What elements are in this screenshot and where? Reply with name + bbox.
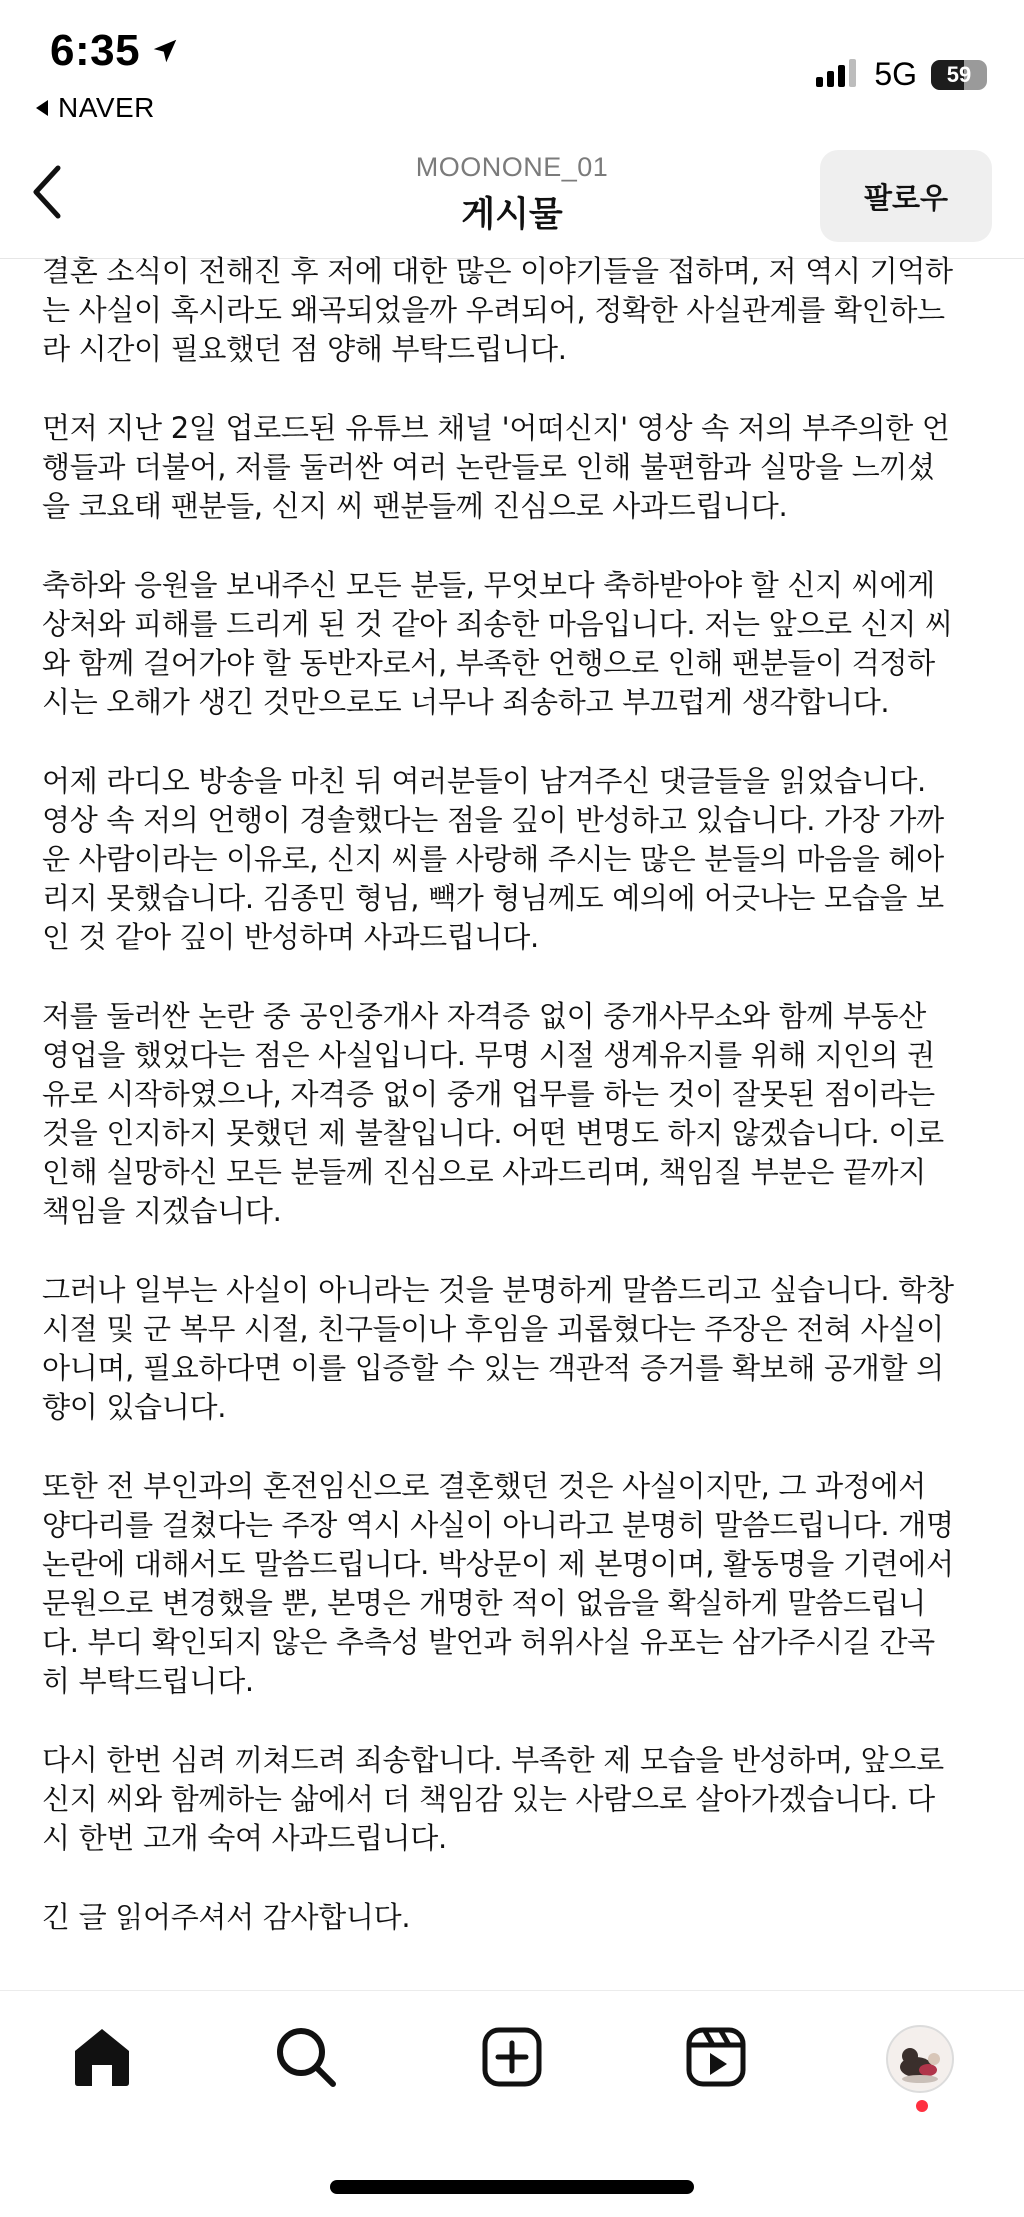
network-label: 5G — [874, 56, 917, 92]
notification-dot — [916, 2100, 928, 2112]
header-username[interactable]: MOONONE_01 — [415, 152, 609, 182]
caption-paragraph: 축하와 응원을 보내주신 모든 분들, 무엇보다 축하받아야 할 신지 씨에게 상처와 피해를 드리게 된 것 같아 죄송한 마음입니다. 저는 앞으로 신지 씨 와 함께 걸어가야 할 동반자로서, 부족한 언행으로 인해 팬분들이 걱정하 시는 오해가 생긴 것만으로도 너무나 죄송하고 부끄럽게 생각합니다. — [42, 568, 953, 719]
create-post-icon — [481, 2026, 543, 2092]
back-to-app-link[interactable] — [34, 92, 155, 124]
status-time — [50, 26, 180, 76]
search-tab[interactable] — [266, 2019, 346, 2099]
caption-paragraph: 먼저 지난 2일 업로드된 유튜브 채널 '어떠신지' 영상 속 저의 부주의한 언 행들과 더불어, 저를 둘러싼 여러 논란들로 인해 불편함과 실망을 느끼셨 을 코요태 팬분들, 신지 씨 팬분들께 진심으로 사과드립니다. — [42, 411, 950, 523]
battery-level: 59 — [946, 61, 972, 87]
signal-bars-icon — [816, 59, 860, 91]
caption-paragraph: 긴 글 읽어주셔서 감사합니다. — [42, 1900, 411, 1934]
post-caption — [42, 252, 992, 1987]
battery-icon — [931, 60, 980, 90]
home-tab[interactable] — [62, 2019, 142, 2099]
reels-tab[interactable] — [676, 2019, 756, 2099]
profile-tab[interactable] — [880, 2019, 960, 2099]
caption-paragraph: 다시 한번 심려 끼쳐드려 죄송합니다. 부족한 제 모습을 반성하며, 앞으로 신지 씨와 함께하는 삶에서 더 책임감 있는 사람으로 살아가겠습니다. 다 시 한번 고개 숙여 사과드립니다. — [42, 1743, 944, 1855]
caption-paragraph: 결혼 소식이 전해진 후 저에 대한 많은 이야기들을 접하며, 저 역시 기억하 는 사실이 혹시라도 왜곡되었을까 우려되어, 정확한 사실관계를 확인하느 라 시간이 필요했던 점 양해 부탁드립니다. — [42, 254, 953, 366]
status-indicators — [816, 56, 980, 93]
back-triangle-icon — [34, 92, 50, 124]
home-icon — [69, 2025, 135, 2093]
follow-button[interactable]: 팔로우 — [820, 150, 992, 242]
search-icon — [274, 2025, 338, 2093]
location-arrow-icon — [150, 36, 180, 66]
post-header — [0, 140, 1024, 259]
create-tab[interactable] — [472, 2019, 552, 2099]
clock-text: 6:35 — [50, 26, 141, 75]
status-bar — [0, 0, 1024, 140]
battery-body — [931, 60, 987, 90]
caption-paragraph: 저를 둘러싼 논란 중 공인중개사 자격증 없이 중개사무소와 함께 부동산 영업을 했었다는 점은 사실입니다. 무명 시절 생계유지를 위해 지인의 권 유로 시작하였으나, 자격증 없이 중개 업무를 하는 것이 잘못된 점이라는 것을 인지하지 못했던 제 불찰입니다. 어떤 변명도 하지 않겠습니다. 이로 인해 실망하신 모든 분들께 진심으로 사과드리며, 책임질 부분은 끝까지 책임을 지겠습니다. — [42, 999, 944, 1228]
home-indicator — [330, 2180, 694, 2194]
page-title: 게시물 — [461, 195, 563, 235]
back-app-label: NAVER — [58, 92, 155, 123]
profile-avatar — [886, 2025, 954, 2093]
bottom-tab-bar — [0, 1990, 1024, 2121]
caption-paragraph: 또한 전 부인과의 혼전임신으로 결혼했던 것은 사실이지만, 그 과정에서 양다리를 걸쳤다는 주장 역시 사실이 아니라고 분명히 말씀드립니다. 개명 논란에 대해서도 말씀드립니다. 박상문이 제 본명이며, 활동명을 기련에서 문원으로 변경했을 뿐, 본명은 개명한 적이 없음을 확실하게 말씀드립니 다. 부디 확인되지 않은 추측성 발언과 허위사실 유포는 삼가주시길 간곡 히 부탁드립니다. — [42, 1469, 954, 1698]
reels-icon — [685, 2026, 747, 2092]
caption-paragraph: 어제 라디오 방송을 마친 뒤 여러분들이 남겨주신 댓글들을 읽었습니다. 영상 속 저의 언행이 경솔했다는 점을 깊이 반성하고 있습니다. 가장 가까 운 사람이라는 이유로, 신지 씨를 사랑해 주시는 많은 분들의 마음을 헤아 리지 못했습니다. 김종민 형님, 빽가 형님께도 예의에 어긋나는 모습을 보 인 것 같아 깊이 반성하며 사과드립니다. — [42, 764, 944, 954]
caption-paragraph: 그러나 일부는 사실이 아니라는 것을 분명하게 말씀드리고 싶습니다. 학창 시절 및 군 복무 시절, 친구들이나 후임을 괴롭혔다는 주장은 전혀 사실이 아니며, 필요하다면 이를 입증할 수 있는 객관적 증거를 확보해 공개할 의 향이 있습니다. — [42, 1273, 954, 1424]
